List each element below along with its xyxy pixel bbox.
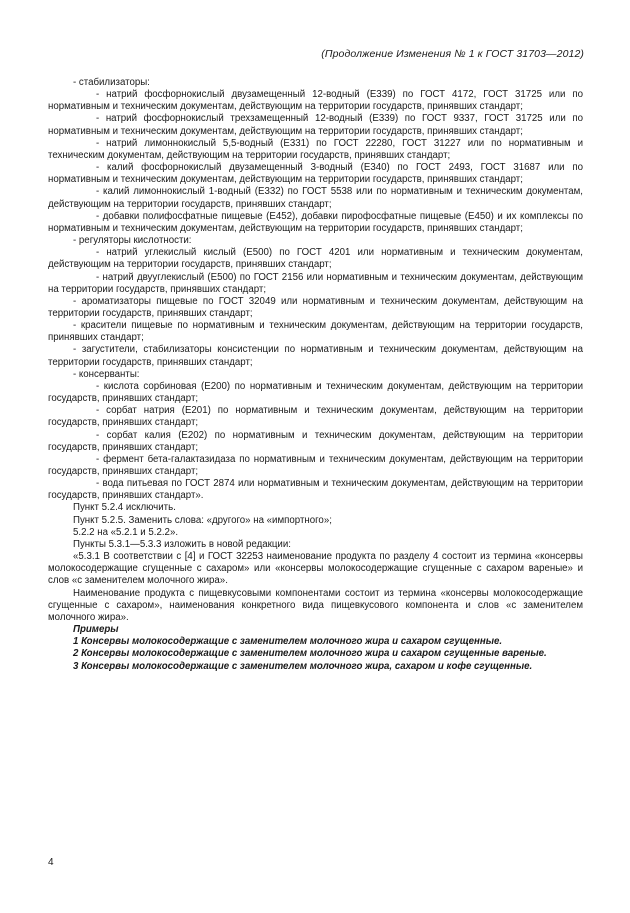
paragraph: - фермент бета-галактазидаза по нормативным и техническим документам, действующим на территории государств, принявших стандарт; [48, 453, 583, 477]
paragraph: Примеры [73, 624, 119, 636]
paragraph: 2 Консервы молокосодержащие с заменителем молочного жира и сахаром сгущенные вареные. [73, 648, 547, 660]
document-body [48, 77, 583, 673]
paragraph: - красители пищевые по нормативным и техническим документам, действующим на территории государств, принявших стандарт; [48, 320, 583, 344]
paragraph: - стабилизаторы: [73, 77, 150, 88]
paragraph: - сорбат калия (Е202) по нормативным и техническим документам, действующим на территории государств, принявших стандарт; [48, 429, 583, 453]
paragraph: - вода питьевая по ГОСТ 2874 или нормативным и техническим документам, действующим на территории государств, принявших стандарт». [48, 478, 583, 502]
paragraph: - ароматизаторы пищевые по ГОСТ 32049 или нормативным и техническим документам, действующим на территории государств, принявших стандарт; [48, 295, 583, 319]
paragraph: - сорбат натрия (Е201) по нормативным и техническим документам, действующим на территории государств, принявших стандарт; [48, 405, 583, 429]
paragraph: - натрий лимоннокислый 5,5-водный (Е331) по ГОСТ 22280, ГОСТ 31227 или по нормативным и техническим документам, действующим на территории государств, принявших стандарт; [48, 137, 583, 161]
paragraph: 1 Консервы молокосодержащие с заменителем молочного жира и сахаром сгущенные. [73, 636, 503, 648]
paragraph: 3 Консервы молокосодержащие с заменителем молочного жира, сахаром и кофе сгущенные. [73, 660, 533, 672]
paragraph: Пункт 5.2.5. Заменить слова: «другого» на «импортного»; [73, 514, 332, 526]
page-header: (Продолжение Изменения № 1 к ГОСТ 31703—2012) [321, 48, 584, 60]
paragraph: Пункты 5.3.1—5.3.3 изложить в новой редакции: [73, 538, 291, 550]
paragraph: - загустители, стабилизаторы консистенции по нормативным и техническим документам, действующим на территории государств, принявших стандарт; [48, 344, 583, 368]
paragraph: - натрий двууглекислый (Е500) по ГОСТ 2156 или нормативным и техническим документам, действующим на территории государств, принявших стандарт; [48, 271, 583, 295]
paragraph: - консерванты: [73, 368, 140, 380]
paragraph: - регуляторы кислотности: [73, 235, 192, 247]
paragraph: - натрий фосфорнокислый двузамещенный 12-водный (Е339) по ГОСТ 4172, ГОСТ 31725 или по нормативным и техническим документам, действующим на территории государств, принявших стандарт; [48, 89, 583, 113]
paragraph: - добавки полифосфатные пищевые (Е452), добавки пирофосфатные пищевые (Е450) и их комплексы по нормативным и техническим документам, действующим на территории государств, принявших стандарт; [48, 210, 583, 234]
paragraph: - натрий фосфорнокислый трехзамещенный 12-водный (Е339) по ГОСТ 9337, ГОСТ 31725 или по нормативным и техническим документам, действующим на территории государств, принявших стандарт; [48, 113, 583, 137]
paragraph: Пункт 5.2.4 исключить. [73, 502, 176, 514]
paragraph: Наименование продукта с пищевкусовыми компонентами состоит из термина «консервы молокосодержащие сгущенные с сахаром», наименования конкретного вида пищевкусового компонента и слов «с заменителем молочного жира». [48, 587, 583, 623]
paragraph: - калий лимоннокислый 1-водный (Е332) по ГОСТ 5538 или по нормативным и техническим документам, действующим на территории государств, принявших стандарт; [48, 186, 583, 210]
paragraph: - кислота сорбиновая (Е200) по нормативным и техническим документам, действующим на территории государств, принявших стандарт; [48, 380, 583, 405]
paragraph: - калий фосфорнокислый двузамещенный 3-водный (Е340) по ГОСТ 2493, ГОСТ 31687 или по нормативным и техническим документам, действующим на территории государств, принявших стандарт; [48, 162, 583, 186]
paragraph: 5.2.2 на «5.2.1 и 5.2.2». [73, 526, 179, 538]
paragraph: - натрий углекислый кислый (Е500) по ГОСТ 4201 или нормативным и техническим документам, действующим на территории государств, принявших стандарт; [48, 247, 583, 271]
paragraph: «5.3.1 В соответствии с [4] и ГОСТ 32253 наименование продукта по разделу 4 состоит из термина «консервы молокосодержащие сгущенные с сахаром» или «консервы молокосодержащие сгущенные с сахаром вареные» и слов «с заменителем молочного жира». [48, 551, 583, 587]
page-number: 4 [48, 857, 54, 868]
